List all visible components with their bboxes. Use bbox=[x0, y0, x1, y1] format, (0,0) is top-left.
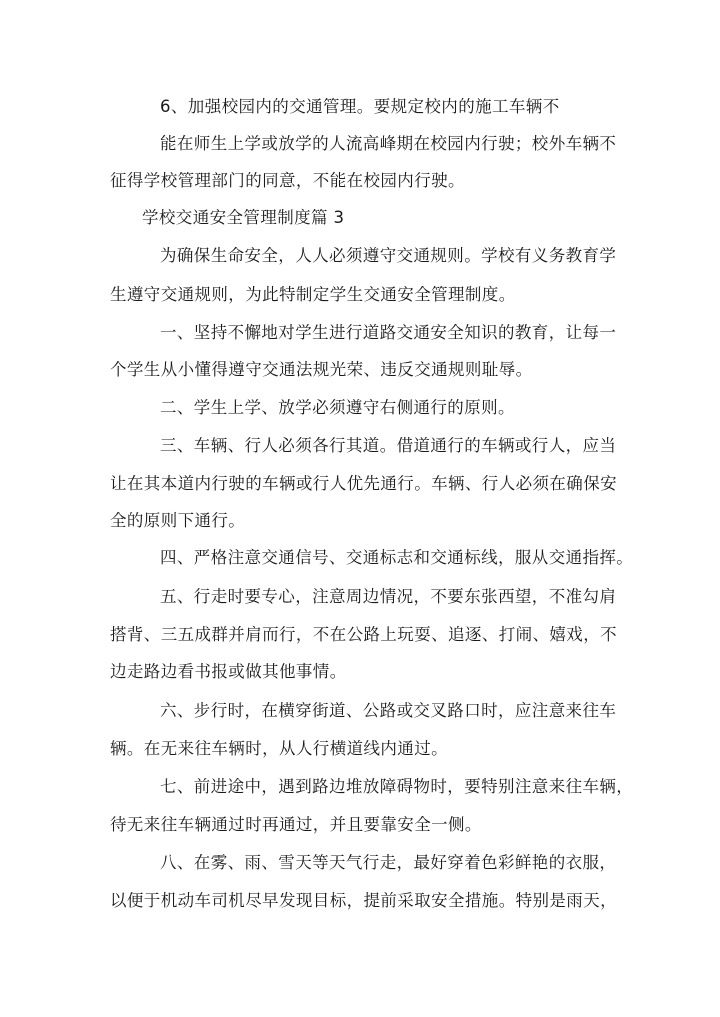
text-line: 三、车辆、行人必须各行其道。借道通行的车辆或行人，应当 bbox=[160, 436, 617, 455]
text-line: 四、严格注意交通信号、交通标志和交通标线，服从交通指挥。 bbox=[160, 548, 634, 567]
text-line: 6、加强校园内的交通管理。要规定校内的施工车辆不 bbox=[160, 97, 560, 116]
text-line: 辆。在无来往车辆时，从人行横道线内通过。 bbox=[110, 739, 448, 758]
text-line: 边走路边看书报或做其他事情。 bbox=[110, 662, 347, 681]
text-line: 五、行走时要专心，注意周边情况，不要东张西望，不准勾肩 bbox=[160, 587, 617, 606]
text-line: 七、前进途中，遇到路边堆放障碍物时，要特别注意来往车辆， bbox=[160, 777, 634, 796]
text-line: 能在师生上学或放学的人流高峰期在校园内行驶；校外车辆不 bbox=[160, 134, 617, 153]
text-line: 一、坚持不懈地对学生进行道路交通安全知识的教育，让每一 bbox=[160, 323, 617, 342]
text-line: 搭背、三五成群并肩而行，不在公路上玩耍、追逐、打闹、嬉戏，不 bbox=[110, 625, 617, 644]
text-line: 让在其本道内行驶的车辆或行人优先通行。车辆、行人必须在确保安 bbox=[110, 474, 617, 493]
text-line: 六、步行时，在横穿街道、公路或交叉路口时，应注意来往车 bbox=[160, 701, 617, 720]
text-line: 以便于机动车司机尽早发现目标，提前采取安全措施。特别是雨天， bbox=[110, 891, 617, 910]
text-line: 个学生从小懂得遵守交通法规光荣、违反交通规则耻辱。 bbox=[110, 360, 533, 379]
text-line: 全的原则下通行。 bbox=[110, 511, 246, 530]
section-heading: 学校交通安全管理制度篇 3 bbox=[142, 208, 345, 227]
text-line: 八、在雾、雨、雪天等天气行走，最好穿着色彩鲜艳的衣服， bbox=[160, 853, 617, 872]
text-line: 征得学校管理部门的同意，不能在校园内行驶。 bbox=[110, 171, 465, 190]
text-line: 待无来往车辆通过时再通过，并且要靠安全一侧。 bbox=[110, 815, 482, 834]
text-line: 为确保生命安全，人人必须遵守交通规则。学校有义务教育学 bbox=[160, 246, 617, 265]
text-line: 生遵守交通规则，为此特制定学生交通安全管理制度。 bbox=[110, 285, 516, 304]
text-line: 二、学生上学、放学必须遵守右侧通行的原则。 bbox=[160, 398, 515, 417]
